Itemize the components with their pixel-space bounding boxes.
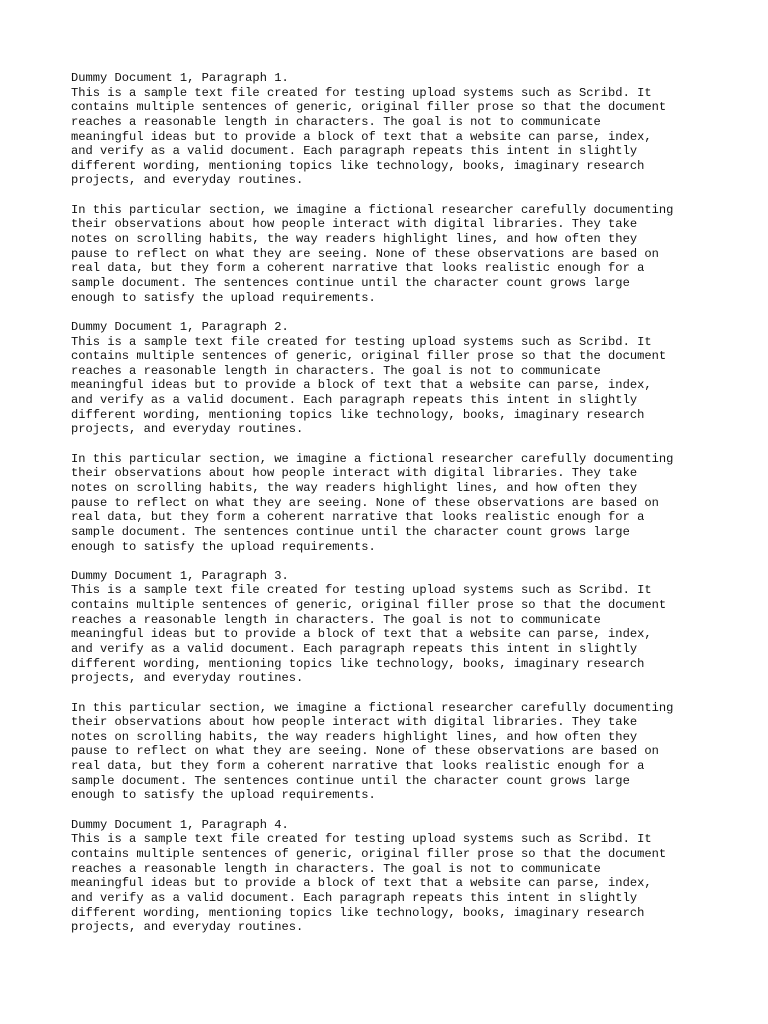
section-1-block xyxy=(71,203,731,305)
text-line: sample document. The sentences continue until the character count grows large xyxy=(71,524,630,539)
text-line: projects, and everyday routines. xyxy=(71,920,304,935)
text-line: pause to reflect on what they are seeing. None of these observations are based on xyxy=(71,495,659,510)
paragraph-3-block xyxy=(71,569,731,686)
paragraph-heading: Dummy Document 1, Paragraph 3. xyxy=(71,568,289,583)
text-line: enough to satisfy the upload requirements. xyxy=(71,788,376,803)
text-line: pause to reflect on what they are seeing. None of these observations are based on xyxy=(71,246,659,261)
text-line: reaches a reasonable length in characters. The goal is not to communicate xyxy=(71,114,601,129)
text-line: real data, but they form a coherent narrative that looks realistic enough for a xyxy=(71,759,645,774)
text-line: different wording, mentioning topics like technology, books, imaginary research xyxy=(71,656,645,671)
text-line: and verify as a valid document. Each paragraph repeats this intent in slightly xyxy=(71,144,638,159)
text-line: enough to satisfy the upload requirements. xyxy=(71,290,376,305)
text-line: meaningful ideas but to provide a block of text that a website can parse, index, xyxy=(71,378,652,393)
text-line: notes on scrolling habits, the way readers highlight lines, and how often they xyxy=(71,729,638,744)
text-line: enough to satisfy the upload requirements. xyxy=(71,539,376,554)
text-line: contains multiple sentences of generic, original filler prose so that the document xyxy=(71,349,667,364)
text-line: pause to reflect on what they are seeing. None of these observations are based on xyxy=(71,744,659,759)
text-line: different wording, mentioning topics like technology, books, imaginary research xyxy=(71,158,645,173)
text-line: contains multiple sentences of generic, original filler prose so that the document xyxy=(71,846,667,861)
text-line: projects, and everyday routines. xyxy=(71,422,304,437)
text-line: reaches a reasonable length in characters. The goal is not to communicate xyxy=(71,861,601,876)
paragraph-heading: Dummy Document 1, Paragraph 4. xyxy=(71,817,289,832)
text-line: contains multiple sentences of generic, original filler prose so that the document xyxy=(71,598,667,613)
paragraph-2-block xyxy=(71,320,731,437)
text-line: their observations about how people interact with digital libraries. They take xyxy=(71,715,638,730)
text-line: and verify as a valid document. Each paragraph repeats this intent in slightly xyxy=(71,890,638,905)
text-line: and verify as a valid document. Each paragraph repeats this intent in slightly xyxy=(71,641,638,656)
text-line: In this particular section, we imagine a fictional researcher carefully documenting xyxy=(71,451,674,466)
text-line: their observations about how people interact with digital libraries. They take xyxy=(71,217,638,232)
paragraph-1-block xyxy=(71,71,731,188)
text-line: and verify as a valid document. Each paragraph repeats this intent in slightly xyxy=(71,393,638,408)
text-line: reaches a reasonable length in characters. The goal is not to communicate xyxy=(71,612,601,627)
text-line: real data, but they form a coherent narrative that looks realistic enough for a xyxy=(71,510,645,525)
text-line: meaningful ideas but to provide a block of text that a website can parse, index, xyxy=(71,876,652,891)
text-line: This is a sample text file created for testing upload systems such as Scribd. It xyxy=(71,583,652,598)
text-line: projects, and everyday routines. xyxy=(71,671,304,686)
paragraph-heading: Dummy Document 1, Paragraph 2. xyxy=(71,319,289,334)
text-line: meaningful ideas but to provide a block of text that a website can parse, index, xyxy=(71,129,652,144)
section-3-block xyxy=(71,701,731,803)
text-line: In this particular section, we imagine a fictional researcher carefully documenting xyxy=(71,700,674,715)
text-line: sample document. The sentences continue until the character count grows large xyxy=(71,275,630,290)
text-line: their observations about how people interact with digital libraries. They take xyxy=(71,466,638,481)
section-2-block xyxy=(71,452,731,554)
paragraph-heading: Dummy Document 1, Paragraph 1. xyxy=(71,71,289,85)
document-page xyxy=(71,71,731,949)
text-line: This is a sample text file created for testing upload systems such as Scribd. It xyxy=(71,85,652,100)
text-line: real data, but they form a coherent narrative that looks realistic enough for a xyxy=(71,261,645,276)
text-line: different wording, mentioning topics like technology, books, imaginary research xyxy=(71,905,645,920)
text-line: This is a sample text file created for testing upload systems such as Scribd. It xyxy=(71,832,652,847)
text-line: This is a sample text file created for testing upload systems such as Scribd. It xyxy=(71,334,652,349)
text-line: notes on scrolling habits, the way readers highlight lines, and how often they xyxy=(71,480,638,495)
paragraph-4-block xyxy=(71,818,731,935)
text-line: contains multiple sentences of generic, original filler prose so that the document xyxy=(71,100,667,115)
text-line: reaches a reasonable length in characters. The goal is not to communicate xyxy=(71,363,601,378)
text-line: meaningful ideas but to provide a block of text that a website can parse, index, xyxy=(71,627,652,642)
text-line: different wording, mentioning topics like technology, books, imaginary research xyxy=(71,407,645,422)
text-line: sample document. The sentences continue until the character count grows large xyxy=(71,773,630,788)
text-line: notes on scrolling habits, the way readers highlight lines, and how often they xyxy=(71,232,638,247)
text-line: In this particular section, we imagine a fictional researcher carefully documenting xyxy=(71,202,674,217)
text-line: projects, and everyday routines. xyxy=(71,173,304,188)
